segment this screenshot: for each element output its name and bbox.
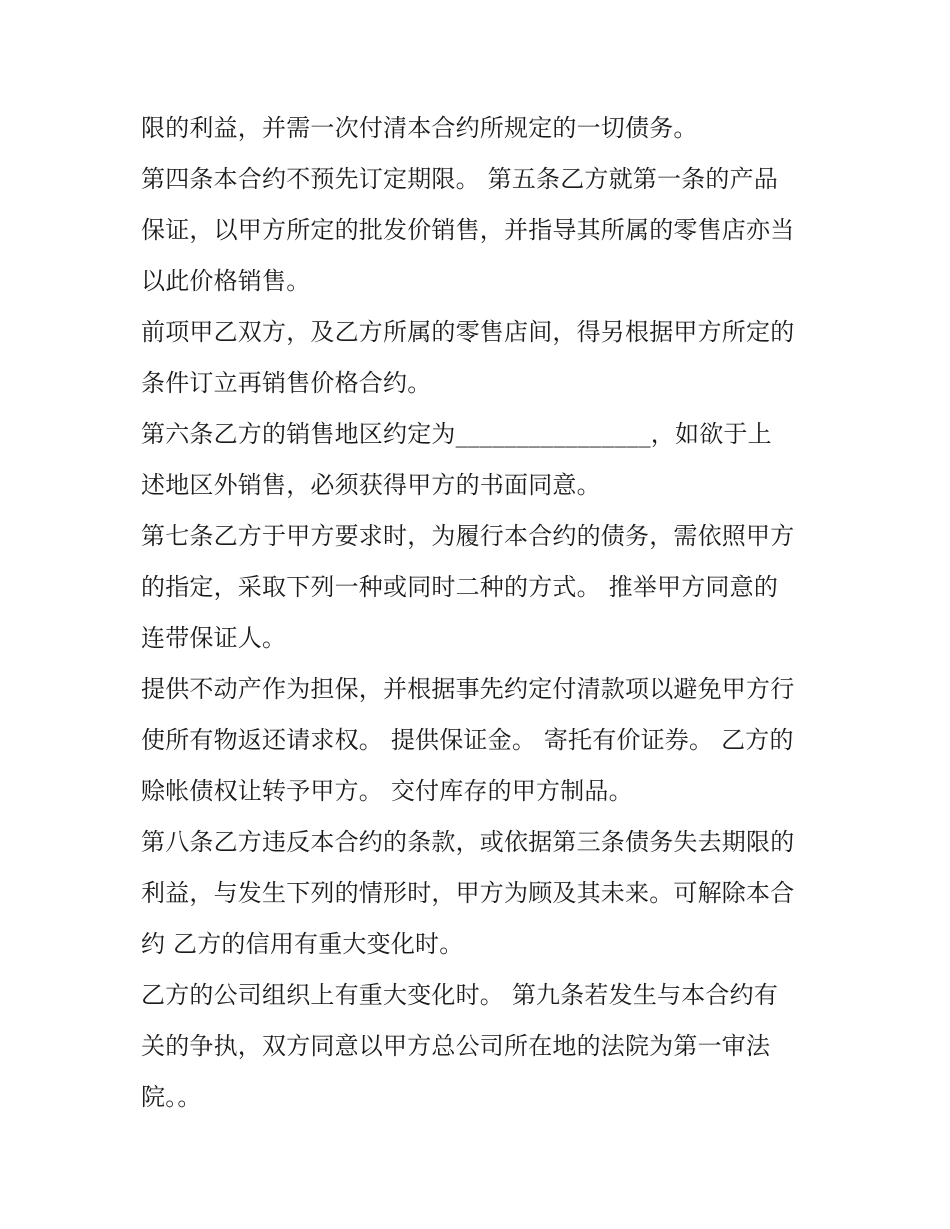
text-line: 限的利益，并需一次付清本合约所规定的一切债务。	[141, 114, 698, 142]
text-line: 前项甲乙双方，及乙方所属的零售店间，得另根据甲方所定的	[141, 318, 795, 346]
text-line: 赊帐债权让转予甲方。 交付库存的甲方制品。	[141, 777, 633, 805]
text-line: 保证，以甲方所定的批发价销售，并指导其所属的零售店亦当	[141, 216, 795, 244]
text-line: 院。。	[141, 1083, 202, 1111]
text-line: 第六条乙方的销售地区约定为________________，如欲于上	[141, 420, 772, 448]
text-line: 关的争执，双方同意以甲方总公司所在地的法院为第一审法	[141, 1032, 771, 1060]
text-line: 述地区外销售，必须获得甲方的书面同意。	[141, 471, 601, 499]
text-line: 以此价格销售。	[141, 267, 311, 295]
text-line: 第四条本合约不预先订定期限。 第五条乙方就第一条的产品	[141, 165, 779, 193]
text-line: 第八条乙方违反本合约的条款，或依据第三条债务失去期限的	[141, 828, 795, 856]
contract-text-body	[141, 103, 821, 1123]
text-line: 的指定，采取下列一种或同时二种的方式。 推举甲方同意的	[141, 573, 779, 601]
text-line: 提供不动产作为担保，并根据事先约定付清款项以避免甲方行	[141, 675, 795, 703]
text-line: 乙方的公司组织上有重大变化时。 第九条若发生与本合约有	[141, 981, 779, 1009]
text-line: 第七条乙方于甲方要求时，为履行本合约的债务，需依照甲方	[141, 522, 795, 550]
text-line: 条件订立再销售价格合约。	[141, 369, 432, 397]
text-line: 利益，与发生下列的情形时，甲方为顾及其未来。可解除本合	[141, 879, 795, 907]
text-line: 约 乙方的信用有重大变化时。	[141, 930, 464, 958]
text-line: 使所有物返还请求权。 提供保证金。 寄托有价证券。 乙方的	[141, 726, 794, 754]
text-line: 连带保证人。	[141, 624, 287, 652]
